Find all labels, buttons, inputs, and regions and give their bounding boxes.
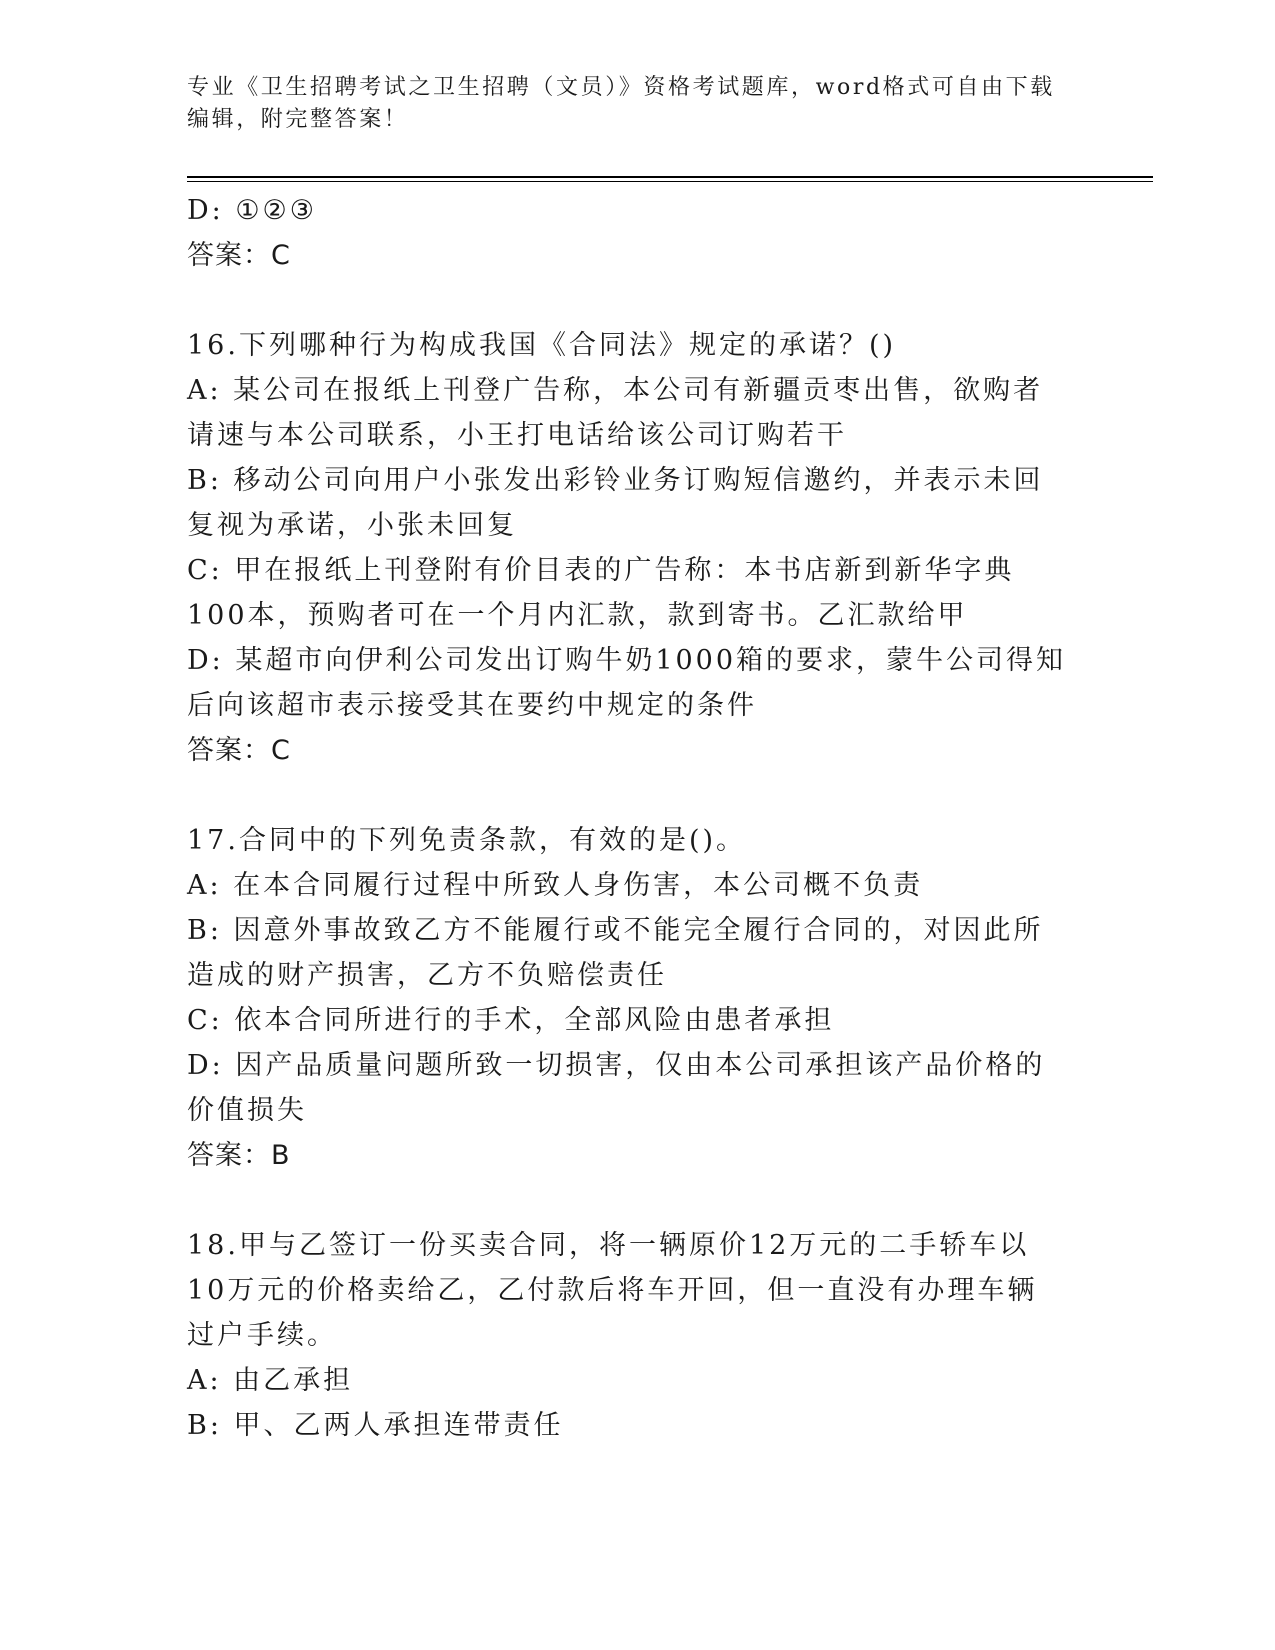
spacer — [187, 1178, 1067, 1223]
question-18 — [187, 1223, 1067, 1448]
answer-line: 答案：C — [187, 735, 291, 766]
option-b: B: 移动公司向用户小张发出彩铃业务订购短信邀约，并表示未回复视为承诺，小张未回复 — [187, 465, 1044, 541]
option-a: A: 由乙承担 — [187, 1365, 354, 1396]
previous-question-tail — [187, 188, 1067, 278]
answer-line: 答案：C — [187, 240, 291, 271]
option-d: D: 因产品质量问题所致一切损害，仅由本公司承担该产品价格的价值损失 — [187, 1050, 1046, 1126]
option-a: A: 在本合同履行过程中所致人身伤害，本公司概不负责 — [187, 870, 924, 901]
option-d: D: ①②③ — [187, 195, 317, 226]
option-c: C: 甲在报纸上刊登附有价目表的广告称：本书店新到新华字典100本，预购者可在一个月内汇款，款到寄书。乙汇款给甲 — [187, 555, 1015, 631]
question-text: 18.甲与乙签订一份买卖合同，将一辆原价12万元的二手轿车以10万元的价格卖给乙，乙付款后将车开回，但一直没有办理车辆过户手续。 — [187, 1230, 1038, 1351]
spacer — [187, 773, 1067, 818]
option-b: B: 因意外事故致乙方不能履行或不能完全履行合同的，对因此所造成的财产损害，乙方不负赔偿责任 — [187, 915, 1044, 991]
option-c: C: 依本合同所进行的手术，全部风险由患者承担 — [187, 1005, 835, 1036]
option-d: D: 某超市向伊利公司发出订购牛奶1000箱的要求，蒙牛公司得知后向该超市表示接受其在要约中规定的条件 — [187, 645, 1067, 721]
question-16 — [187, 323, 1067, 773]
question-17 — [187, 818, 1067, 1178]
header-rule-thin — [187, 181, 1153, 182]
header-text: 专业《卫生招聘考试之卫生招聘（文员）》资格考试题库，word格式可自由下载编辑，附完整答案！ — [187, 75, 1055, 132]
option-b: B: 甲、乙两人承担连带责任 — [187, 1410, 564, 1441]
answer-line: 答案：B — [187, 1140, 291, 1171]
option-a: A: 某公司在报纸上刊登广告称，本公司有新疆贡枣出售，欲购者请速与本公司联系，小王打电话给该公司订购若干 — [187, 375, 1044, 451]
question-text: 17.合同中的下列免责条款，有效的是()。 — [187, 825, 747, 856]
document-body — [187, 188, 1067, 1448]
document-header — [187, 72, 1067, 136]
spacer — [187, 278, 1067, 323]
header-rule-thick — [187, 176, 1153, 178]
question-text: 16.下列哪种行为构成我国《合同法》规定的承诺？() — [187, 330, 897, 361]
